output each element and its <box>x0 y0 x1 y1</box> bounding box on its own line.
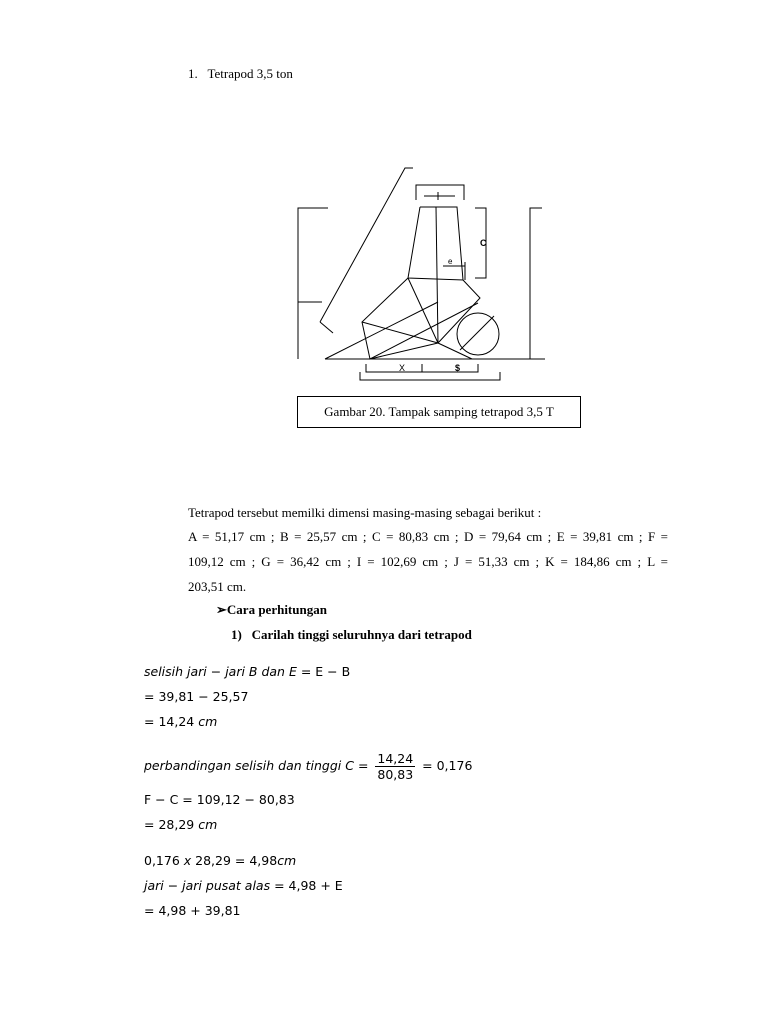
dimensions-line: A = 51,17 cm ; B = 25,57 cm ; C = 80,83 cm ; D = 79,64 cm ; E = 39,81 cm ; F = <box>188 529 668 544</box>
tetrapod-side-view-diagram <box>290 160 560 390</box>
label-s: $ <box>455 363 461 373</box>
math-line-5: F − C = 109,12 − 80,83 <box>144 792 295 807</box>
dimensions-line: 109,12 cm ; G = 36,42 cm ; I = 102,69 cm ; J = 51,33 cm ; K = 184,86 cm ; L = <box>188 554 668 569</box>
dimension-bracket-right <box>530 208 542 359</box>
dimension-top-width <box>416 185 464 200</box>
math-line-1: selisih jari − jari B dan E = E − B <box>144 664 351 679</box>
math-line-2: = 39,81 − 25,57 <box>144 689 249 704</box>
fraction: $\frac{14,24}{80,83}$ <box>377 751 414 782</box>
math-line-6: = 28,29 cm <box>144 817 218 832</box>
intro-text: Tetrapod tersebut memilki dimensi masing-masing sebagai berikut : <box>188 505 542 520</box>
bullet-title: Cara perhitungan <box>226 602 327 617</box>
bullet-icon: ➢ <box>216 602 227 617</box>
heading-text: Tetrapod 3,5 ton <box>207 66 293 81</box>
leg-end-circle <box>457 313 499 355</box>
dimensions-line: 203,51 cm. <box>188 579 247 594</box>
dimension-bracket-left <box>298 208 328 359</box>
dimension-bottom-total <box>360 372 500 380</box>
label-x: X <box>399 363 406 373</box>
right-leg-outline <box>438 280 480 343</box>
figure-caption: Gambar 20. Tampak samping tetrapod 3,5 T <box>297 396 581 428</box>
step-number: 1) <box>231 627 242 642</box>
step-title: Carilah tinggi seluruhnya dari tetrapod <box>251 627 472 642</box>
math-line-4: perbandingan selisih dan tinggi C = $\frac{14,24}{80,83}$ = 0,176 <box>144 751 473 782</box>
math-line-9: = 4,98 + 39,81 <box>144 903 241 918</box>
dimension-line-l <box>320 168 413 322</box>
step-heading <box>231 627 472 643</box>
label-c: C <box>480 238 487 248</box>
heading-number: 1. <box>188 66 198 81</box>
label-e: e <box>448 257 453 266</box>
dimensions-paragraph <box>188 524 668 599</box>
section-heading <box>188 66 293 82</box>
math-line-3: = 14,24 cm <box>144 714 218 729</box>
math-line-7: 0,176 x 28,29 = 4,98cm <box>144 853 297 868</box>
bullet-heading <box>216 602 327 618</box>
math-line-8: jari − jari pusat alas = 4,98 + E <box>144 878 343 893</box>
upper-leg-outline <box>408 207 463 280</box>
